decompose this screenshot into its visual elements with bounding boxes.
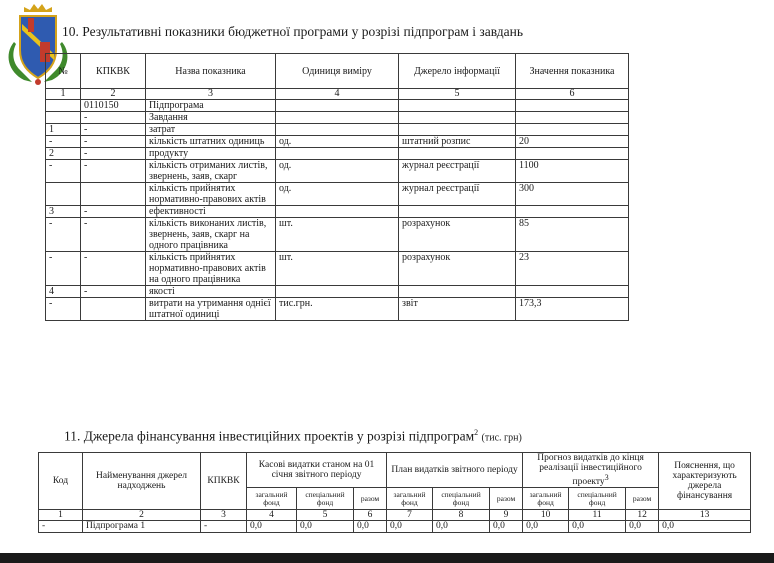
- header-code: Код: [39, 453, 83, 510]
- table-cell: [46, 183, 81, 206]
- table-cell: [516, 100, 629, 112]
- table-header-row: [39, 453, 751, 488]
- header-cash-expenses: Касові видатки станом на 01 січня звітного періоду: [247, 453, 387, 488]
- table-cell: [516, 112, 629, 124]
- header-value: Значення показника: [516, 54, 629, 89]
- table-cell: [46, 112, 81, 124]
- table-row: [46, 183, 629, 206]
- table-cell: Завдання: [146, 112, 276, 124]
- table-cell: кількість отриманих листів, звернень, заяв, скарг: [146, 160, 276, 183]
- column-number-row: [46, 89, 629, 100]
- column-number: 6: [516, 89, 629, 100]
- investment-financing-table: [38, 452, 751, 533]
- table-cell: -: [46, 136, 81, 148]
- table-cell: -: [39, 521, 83, 533]
- subheader-special-fund: спеціальний фонд: [569, 488, 626, 510]
- column-number: 3: [201, 510, 247, 521]
- section-10-title: 10. Результативні показники бюджетної програми у розрізі підпрограм і завдань: [62, 24, 523, 39]
- table-row: [39, 521, 751, 533]
- table-cell: -: [81, 148, 146, 160]
- table-cell: 300: [516, 183, 629, 206]
- header-source-name: Найменування джерел надходжень: [83, 453, 201, 510]
- table-cell: -: [46, 252, 81, 286]
- performance-indicators-table: [45, 53, 629, 321]
- column-number-row: [39, 510, 751, 521]
- footnote-marker: 2: [474, 428, 479, 437]
- table-cell: 0,0: [490, 521, 523, 533]
- table-cell: журнал реєстрації: [399, 183, 516, 206]
- table-cell: кількість виконаних листів, звернень, заяв, скарг на одного працівника: [146, 218, 276, 252]
- table-cell: [399, 124, 516, 136]
- table-cell: 0,0: [354, 521, 387, 533]
- table-cell: [276, 112, 399, 124]
- subheader-special-fund: спеціальний фонд: [297, 488, 354, 510]
- table-cell: [399, 148, 516, 160]
- section-11-unit: (тис. грн): [481, 432, 522, 444]
- header-source: Джерело інформації: [399, 54, 516, 89]
- table-cell: шт.: [276, 218, 399, 252]
- table-row: [46, 100, 629, 112]
- table-cell: [81, 298, 146, 321]
- table-cell: -: [81, 160, 146, 183]
- subheader-total: разом: [626, 488, 659, 510]
- table-cell: 20: [516, 136, 629, 148]
- table-cell: звіт: [399, 298, 516, 321]
- subheader-general-fund: загальний фонд: [523, 488, 569, 510]
- table-row: [46, 124, 629, 136]
- subheader-general-fund: загальний фонд: [247, 488, 297, 510]
- table-cell: -: [81, 136, 146, 148]
- table-cell: [516, 148, 629, 160]
- section-11-title: [64, 428, 522, 445]
- table-row: [46, 112, 629, 124]
- subheader-special-fund: спеціальний фонд: [433, 488, 490, 510]
- table-cell: 0,0: [659, 521, 751, 533]
- table-row: [46, 206, 629, 218]
- table-cell: Підпрограма: [146, 100, 276, 112]
- column-number: 8: [433, 510, 490, 521]
- table-cell: 0,0: [569, 521, 626, 533]
- table-cell: -: [46, 218, 81, 252]
- table-cell: 173,3: [516, 298, 629, 321]
- table-cell: 0,0: [433, 521, 490, 533]
- table-cell: затрат: [146, 124, 276, 136]
- table-cell: -: [81, 206, 146, 218]
- table-cell: 4: [46, 286, 81, 298]
- table-cell: 0,0: [387, 521, 433, 533]
- table-row: [46, 136, 629, 148]
- table-row: [46, 286, 629, 298]
- table-cell: [276, 206, 399, 218]
- column-number: 10: [523, 510, 569, 521]
- table-cell: [516, 286, 629, 298]
- column-number: 1: [46, 89, 81, 100]
- column-number: 4: [247, 510, 297, 521]
- table-cell: 0,0: [523, 521, 569, 533]
- table-cell: [516, 124, 629, 136]
- column-number: 11: [569, 510, 626, 521]
- table-cell: [276, 286, 399, 298]
- footnote-marker: 3: [604, 473, 609, 482]
- header-number: №: [46, 54, 81, 89]
- table-cell: 85: [516, 218, 629, 252]
- table-cell: кількість прийнятих нормативно-правових актів на одного працівника: [146, 252, 276, 286]
- table-cell: тис.грн.: [276, 298, 399, 321]
- header-forecast-expenses: [523, 453, 659, 488]
- table-cell: [399, 100, 516, 112]
- header-explanation: Пояснення, що характеризують джерела фінансування: [659, 453, 751, 510]
- table-cell: -: [81, 286, 146, 298]
- column-number: 1: [39, 510, 83, 521]
- table-header-row: [46, 54, 629, 89]
- table-cell: -: [81, 252, 146, 286]
- column-number: 4: [276, 89, 399, 100]
- table-cell: 0,0: [247, 521, 297, 533]
- table-cell: од.: [276, 183, 399, 206]
- header-forecast-text: Прогноз видатків до кінця реалізації інвестиційного проекту: [537, 453, 644, 488]
- table-cell: 1100: [516, 160, 629, 183]
- subheader-total: разом: [354, 488, 387, 510]
- column-number: 5: [399, 89, 516, 100]
- table-row: [46, 218, 629, 252]
- column-number: 2: [81, 89, 146, 100]
- table-cell: од.: [276, 160, 399, 183]
- table-cell: 2: [46, 148, 81, 160]
- table-cell: [276, 124, 399, 136]
- header-indicator-name: Назва показника: [146, 54, 276, 89]
- table-cell: [46, 100, 81, 112]
- table-cell: [399, 206, 516, 218]
- column-number: 6: [354, 510, 387, 521]
- table-cell: [399, 286, 516, 298]
- table-cell: [516, 206, 629, 218]
- header-unit: Одиниця виміру: [276, 54, 399, 89]
- header-kpkvk: КПКВК: [201, 453, 247, 510]
- column-number: 7: [387, 510, 433, 521]
- table-cell: -: [81, 218, 146, 252]
- table-cell: 3: [46, 206, 81, 218]
- table-row: [46, 298, 629, 321]
- subheader-general-fund: загальний фонд: [387, 488, 433, 510]
- column-number: 12: [626, 510, 659, 521]
- table-cell: розрахунок: [399, 218, 516, 252]
- table-cell: ефективності: [146, 206, 276, 218]
- column-number: 9: [490, 510, 523, 521]
- table-cell: [81, 183, 146, 206]
- table-cell: журнал реєстрації: [399, 160, 516, 183]
- table-row: [46, 252, 629, 286]
- table-cell: якості: [146, 286, 276, 298]
- column-number: 2: [83, 510, 201, 521]
- table-cell: [399, 112, 516, 124]
- table-cell: -: [81, 124, 146, 136]
- table-cell: -: [201, 521, 247, 533]
- column-number: 3: [146, 89, 276, 100]
- table-row: [46, 148, 629, 160]
- table-row: [46, 160, 629, 183]
- table-cell: од.: [276, 136, 399, 148]
- header-kpkvk: КПКВК: [81, 54, 146, 89]
- table-cell: Підпрограма 1: [83, 521, 201, 533]
- table-cell: кількість прийнятих нормативно-правових актів: [146, 183, 276, 206]
- table-cell: кількість штатних одиниць: [146, 136, 276, 148]
- section-11-title-text: 11. Джерела фінансування інвестиційних проектів у розрізі підпрограм: [64, 428, 475, 444]
- subheader-total: разом: [490, 488, 523, 510]
- column-number: 13: [659, 510, 751, 521]
- table-cell: витрати на утримання однієї штатної одиниці: [146, 298, 276, 321]
- table-cell: -: [81, 112, 146, 124]
- table-cell: 0,0: [297, 521, 354, 533]
- table-cell: розрахунок: [399, 252, 516, 286]
- table-cell: [276, 100, 399, 112]
- table-cell: [276, 148, 399, 160]
- table-cell: шт.: [276, 252, 399, 286]
- table-cell: 0,0: [626, 521, 659, 533]
- table-cell: штатний розпис: [399, 136, 516, 148]
- table-cell: 0110150: [81, 100, 146, 112]
- table-cell: 1: [46, 124, 81, 136]
- table-cell: продукту: [146, 148, 276, 160]
- table-cell: 23: [516, 252, 629, 286]
- header-plan-expenses: План видатків звітного періоду: [387, 453, 523, 488]
- table-cell: -: [46, 298, 81, 321]
- column-number: 5: [297, 510, 354, 521]
- table-cell: -: [46, 160, 81, 183]
- scan-bottom-edge: [0, 553, 774, 563]
